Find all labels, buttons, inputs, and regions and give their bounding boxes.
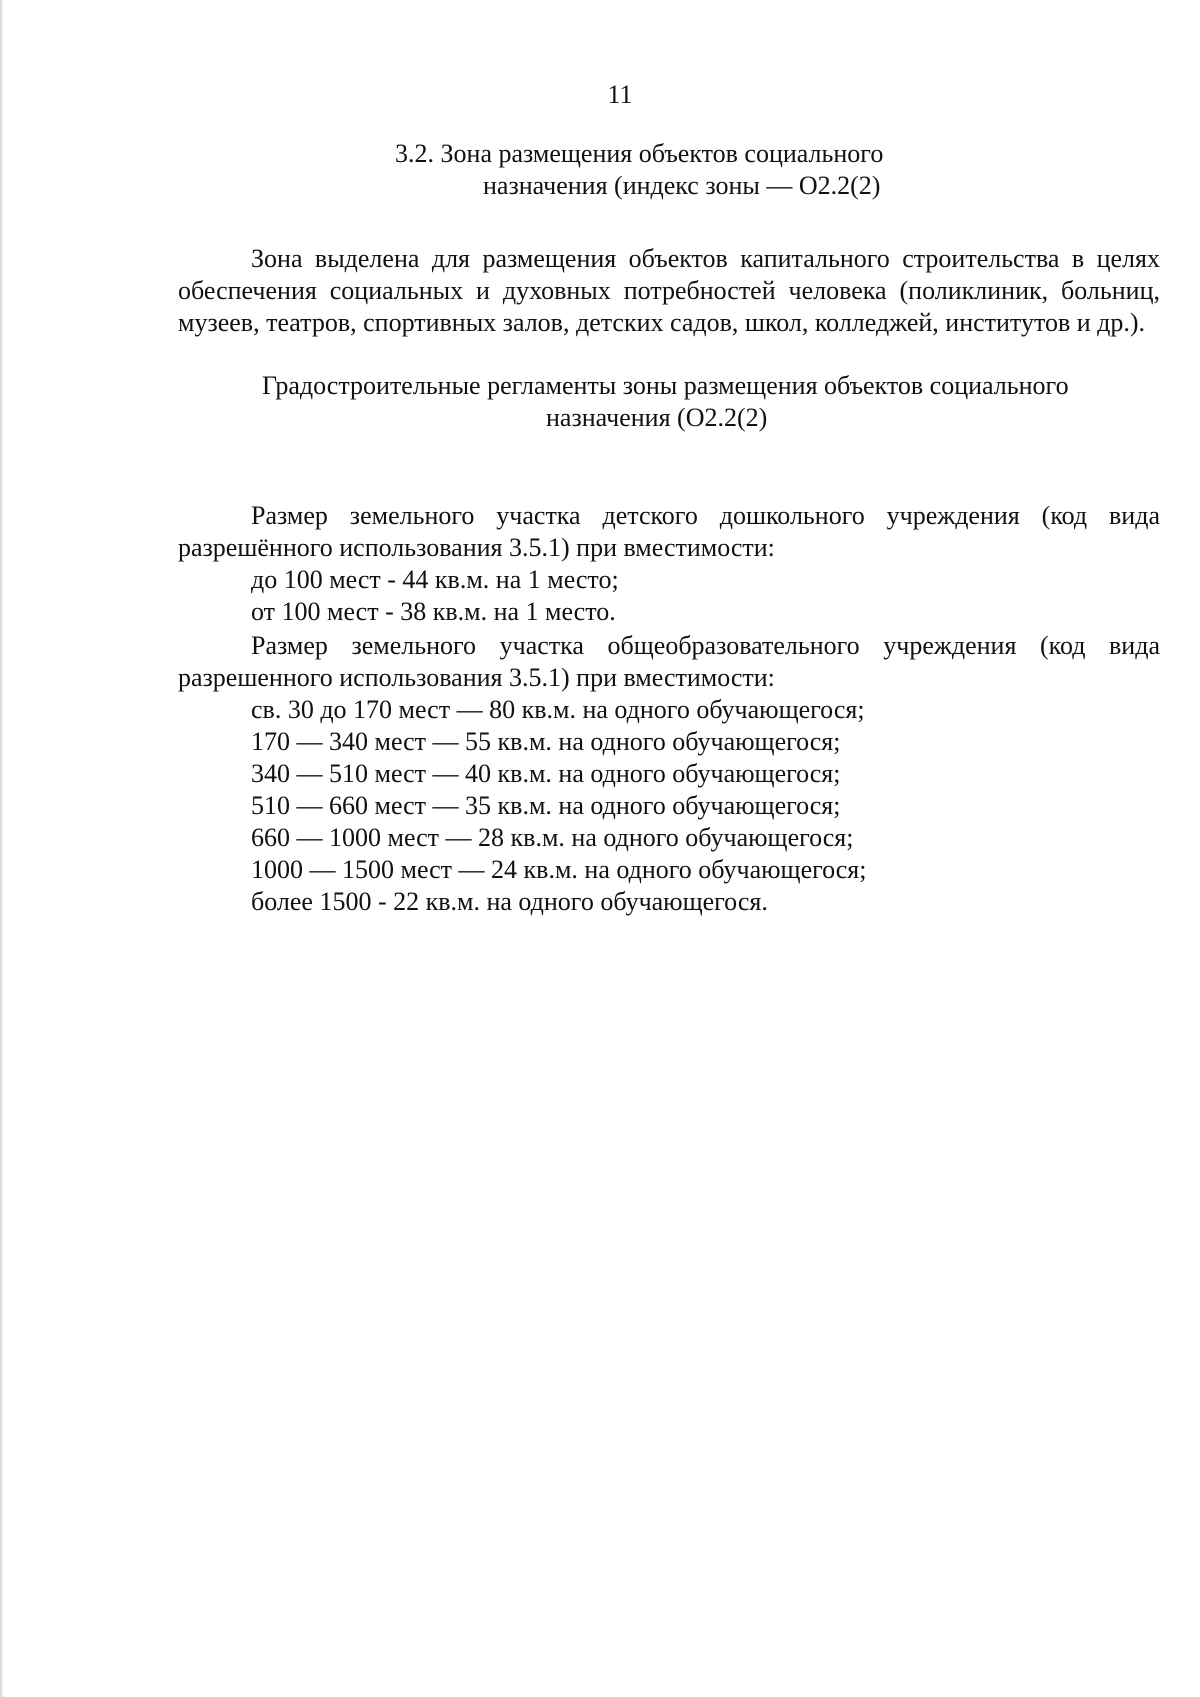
list-item: до 100 мест - 44 кв.м. на 1 место; — [251, 565, 619, 594]
list-item: 340 — 510 мест — 40 кв.м. на одного обучающегося; — [251, 759, 841, 788]
section-heading-line-1: 3.2. Зона размещения объектов социального — [395, 139, 884, 168]
list-item: от 100 мест - 38 кв.м. на 1 место. — [251, 597, 616, 626]
school-intro-paragraph: Размер земельного участка общеобразовательного учреждения (код вида разрешенного использования 3.5.1) при вместимости: — [178, 631, 1160, 692]
page-number: 11 — [607, 80, 633, 109]
list-item: более 1500 - 22 кв.м. на одного обучающегося. — [251, 887, 768, 916]
scan-edge-shadow — [0, 0, 4, 1697]
section-heading-line-2: назначения (индекс зоны — О2.2(2) — [483, 171, 881, 200]
list-item: 1000 — 1500 мест — 24 кв.м. на одного обучающегося; — [251, 855, 867, 884]
kindergarten-capacity-list — [251, 564, 619, 628]
list-item: 660 — 1000 мест — 28 кв.м. на одного обучающегося; — [251, 823, 854, 852]
intro-paragraph: Зона выделена для размещения объектов капитального строительства в целях обеспечения социальных и духовных потребностей человека (поликлиник, больниц, музеев, театров, спортивных залов, детских садов, школ, колледжей, институтов и др.). — [178, 244, 1160, 337]
regulations-heading-line-1: Градостроительные регламенты зоны размещения объектов социального — [262, 371, 1069, 400]
list-item: 510 — 660 мест — 35 кв.м. на одного обучающегося; — [251, 791, 841, 820]
list-item: 170 — 340 мест — 55 кв.м. на одного обучающегося; — [251, 727, 841, 756]
school-capacity-list — [251, 694, 867, 918]
list-item: св. 30 до 170 мест — 80 кв.м. на одного обучающегося; — [251, 695, 865, 724]
kindergarten-intro-paragraph: Размер земельного участка детского дошкольного учреждения (код вида разрешённого использования 3.5.1) при вместимости: — [178, 501, 1160, 562]
regulations-heading-line-2: назначения (О2.2(2) — [546, 403, 768, 432]
